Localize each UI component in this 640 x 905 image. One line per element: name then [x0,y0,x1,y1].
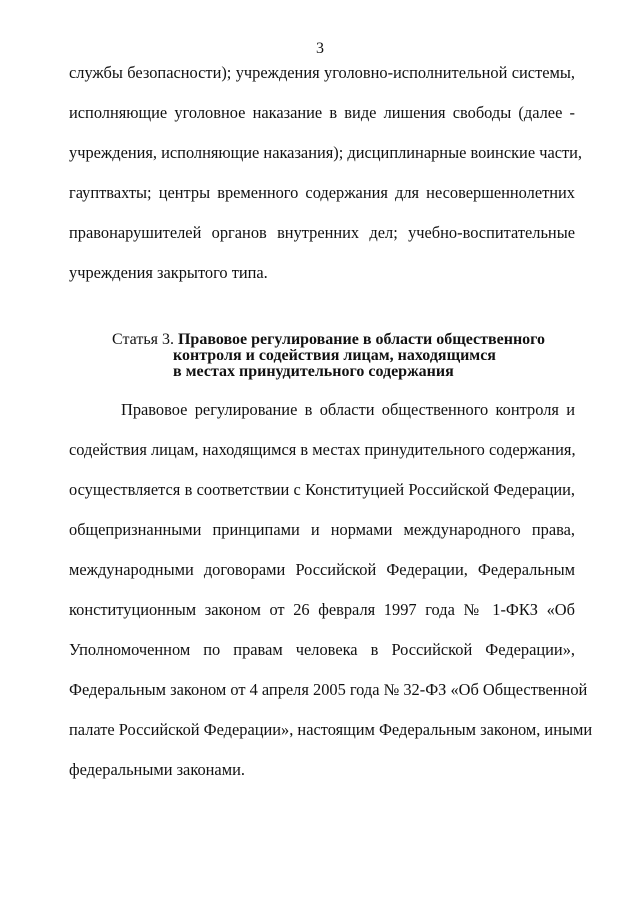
text-line: учреждения закрытого типа. [69,263,268,282]
text-line: международными договорами Российской Федерации, Федеральным [69,560,575,579]
text-line: общепризнанными принципами и нормами международного права, [69,520,575,539]
text-line: исполняющие уголовное наказание в виде лишения свободы (далее - [69,103,575,122]
article-title-line: контроля и содействия лицам, находящимся [173,347,496,364]
text-line: Уполномоченном по правам человека в Российской Федерации», [69,640,575,659]
text-line: учреждения, исполняющие наказания); дисциплинарные воинские части, [69,143,583,162]
article-title-line: Правовое регулирование в области общественного [177,331,546,348]
text-line: правонарушителей органов внутренних дел; учебно-воспитательные [69,223,575,242]
text-line: конституционным законом от 26 февраля 1997 года № 1-ФКЗ «Об [69,600,575,619]
article-number: Статья 3. [112,331,174,348]
article-heading [112,332,545,380]
page-number: 3 [316,40,324,57]
text-line: службы безопасности); учреждения уголовно-исполнительной системы, [69,63,575,82]
article-title-line: в местах принудительного содержания [173,363,454,380]
text-line: федеральными законами. [69,760,245,779]
text-line: гауптвахты; центры временного содержания для несовершеннолетних [69,183,575,202]
text-line: содействия лицам, находящимся в местах принудительного содержания, [69,440,576,459]
text-line: палате Российской Федерации», настоящим Федеральным законом, иными [69,720,593,739]
text-line: Правовое регулирование в области общественного контроля и [121,400,575,419]
text-line: осуществляется в соответствии с Конституцией Российской Федерации, [69,480,575,499]
text-line: Федеральным законом от 4 апреля 2005 года № 32-ФЗ «Об Общественной [69,680,588,699]
